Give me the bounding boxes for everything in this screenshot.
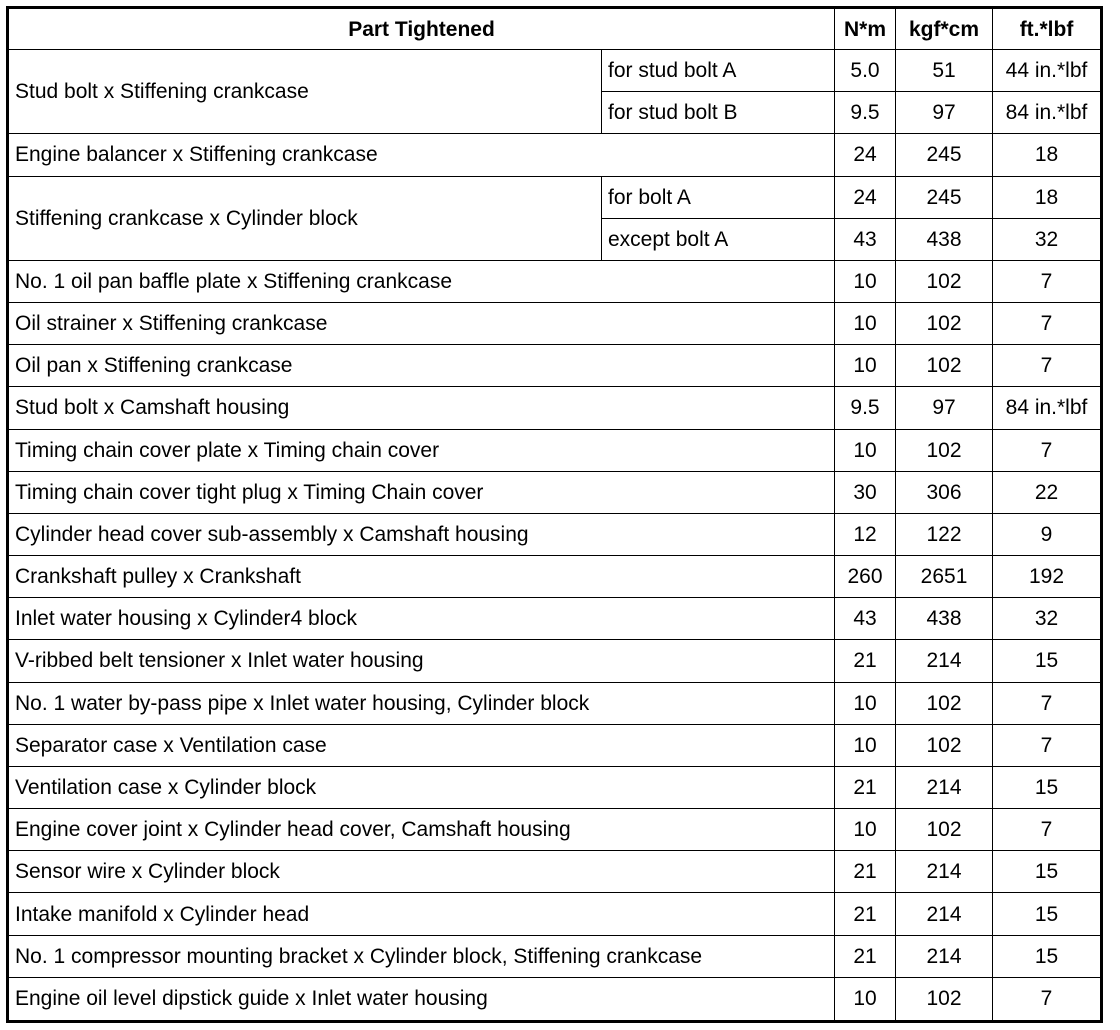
ftlbf-cell: 32 [993,218,1102,260]
table-row [8,640,1102,682]
table-row [8,345,1102,387]
ftlbf-cell: 84 in.*lbf [993,387,1102,429]
nm-cell: 21 [835,766,896,808]
part-cell: Stud bolt x Camshaft housing [8,387,835,429]
kgfcm-cell: 214 [896,851,993,893]
part-cell: No. 1 water by-pass pipe x Inlet water housing, Cylinder block [8,682,835,724]
kgfcm-cell: 51 [896,50,993,92]
nm-cell: 5.0 [835,50,896,92]
ftlbf-cell: 22 [993,471,1102,513]
table-row [8,851,1102,893]
table-row [8,893,1102,935]
table-row [8,682,1102,724]
nm-cell: 10 [835,345,896,387]
table-row [8,260,1102,302]
nm-cell: 12 [835,513,896,555]
table-row [8,134,1102,176]
ftlbf-cell: 15 [993,640,1102,682]
nm-cell: 10 [835,682,896,724]
ftlbf-cell: 7 [993,809,1102,851]
table-row [8,724,1102,766]
kgfcm-cell: 102 [896,724,993,766]
kgfcm-cell: 438 [896,218,993,260]
header-part-tightened: Part Tightened [8,8,835,50]
part-cell: Stud bolt x Stiffening crankcase [8,50,602,134]
nm-cell: 30 [835,471,896,513]
sub-cell: for stud bolt B [602,92,835,134]
ftlbf-cell: 192 [993,556,1102,598]
table-row [8,50,1102,92]
nm-cell: 10 [835,809,896,851]
kgfcm-cell: 214 [896,766,993,808]
table-row [8,977,1102,1021]
ftlbf-cell: 15 [993,851,1102,893]
kgfcm-cell: 102 [896,429,993,471]
part-cell: V-ribbed belt tensioner x Inlet water housing [8,640,835,682]
kgfcm-cell: 122 [896,513,993,555]
kgfcm-cell: 245 [896,176,993,218]
part-cell: Intake manifold x Cylinder head [8,893,835,935]
ftlbf-cell: 84 in.*lbf [993,92,1102,134]
ftlbf-cell: 7 [993,724,1102,766]
ftlbf-cell: 7 [993,303,1102,345]
header-ftlbf: ft.*lbf [993,8,1102,50]
part-cell: Engine oil level dipstick guide x Inlet water housing [8,977,835,1021]
part-cell: Timing chain cover tight plug x Timing Chain cover [8,471,835,513]
ftlbf-cell: 44 in.*lbf [993,50,1102,92]
ftlbf-cell: 18 [993,134,1102,176]
table-row [8,429,1102,471]
table-row [8,556,1102,598]
kgfcm-cell: 306 [896,471,993,513]
kgfcm-cell: 102 [896,303,993,345]
kgfcm-cell: 438 [896,598,993,640]
ftlbf-cell: 7 [993,682,1102,724]
part-cell: Timing chain cover plate x Timing chain cover [8,429,835,471]
ftlbf-cell: 7 [993,345,1102,387]
table-row [8,766,1102,808]
nm-cell: 21 [835,851,896,893]
ftlbf-cell: 9 [993,513,1102,555]
nm-cell: 9.5 [835,387,896,429]
nm-cell: 10 [835,724,896,766]
kgfcm-cell: 2651 [896,556,993,598]
part-cell: Stiffening crankcase x Cylinder block [8,176,602,260]
ftlbf-cell: 7 [993,429,1102,471]
part-cell: Sensor wire x Cylinder block [8,851,835,893]
nm-cell: 24 [835,134,896,176]
kgfcm-cell: 214 [896,893,993,935]
header-row [8,8,1102,50]
part-cell: Ventilation case x Cylinder block [8,766,835,808]
part-cell: No. 1 compressor mounting bracket x Cylinder block, Stiffening crankcase [8,935,835,977]
table-row [8,471,1102,513]
part-cell: Crankshaft pulley x Crankshaft [8,556,835,598]
nm-cell: 43 [835,598,896,640]
nm-cell: 10 [835,429,896,471]
nm-cell: 24 [835,176,896,218]
kgfcm-cell: 102 [896,682,993,724]
sub-cell: for bolt A [602,176,835,218]
nm-cell: 43 [835,218,896,260]
part-cell: Inlet water housing x Cylinder4 block [8,598,835,640]
table-row [8,809,1102,851]
kgfcm-cell: 102 [896,260,993,302]
table-row [8,513,1102,555]
header-nm: N*m [835,8,896,50]
table-row [8,598,1102,640]
part-cell: Engine balancer x Stiffening crankcase [8,134,835,176]
ftlbf-cell: 15 [993,935,1102,977]
sub-cell: for stud bolt A [602,50,835,92]
part-cell: Oil pan x Stiffening crankcase [8,345,835,387]
nm-cell: 10 [835,977,896,1021]
table-row [8,387,1102,429]
part-cell: Engine cover joint x Cylinder head cover, Camshaft housing [8,809,835,851]
nm-cell: 9.5 [835,92,896,134]
nm-cell: 10 [835,260,896,302]
part-cell: Separator case x Ventilation case [8,724,835,766]
table-row [8,935,1102,977]
table-row [8,176,1102,218]
kgfcm-cell: 214 [896,640,993,682]
nm-cell: 21 [835,893,896,935]
nm-cell: 260 [835,556,896,598]
part-cell: No. 1 oil pan baffle plate x Stiffening crankcase [8,260,835,302]
ftlbf-cell: 32 [993,598,1102,640]
kgfcm-cell: 102 [896,345,993,387]
ftlbf-cell: 7 [993,260,1102,302]
table-row [8,303,1102,345]
kgfcm-cell: 245 [896,134,993,176]
ftlbf-cell: 18 [993,176,1102,218]
nm-cell: 21 [835,935,896,977]
kgfcm-cell: 97 [896,387,993,429]
kgfcm-cell: 97 [896,92,993,134]
sub-cell: except bolt A [602,218,835,260]
ftlbf-cell: 7 [993,977,1102,1021]
nm-cell: 21 [835,640,896,682]
kgfcm-cell: 102 [896,809,993,851]
part-cell: Cylinder head cover sub-assembly x Camshaft housing [8,513,835,555]
kgfcm-cell: 102 [896,977,993,1021]
part-cell: Oil strainer x Stiffening crankcase [8,303,835,345]
torque-table-container [6,6,1100,1023]
nm-cell: 10 [835,303,896,345]
ftlbf-cell: 15 [993,766,1102,808]
ftlbf-cell: 15 [993,893,1102,935]
header-kgfcm: kgf*cm [896,8,993,50]
torque-spec-table [6,6,1103,1023]
kgfcm-cell: 214 [896,935,993,977]
